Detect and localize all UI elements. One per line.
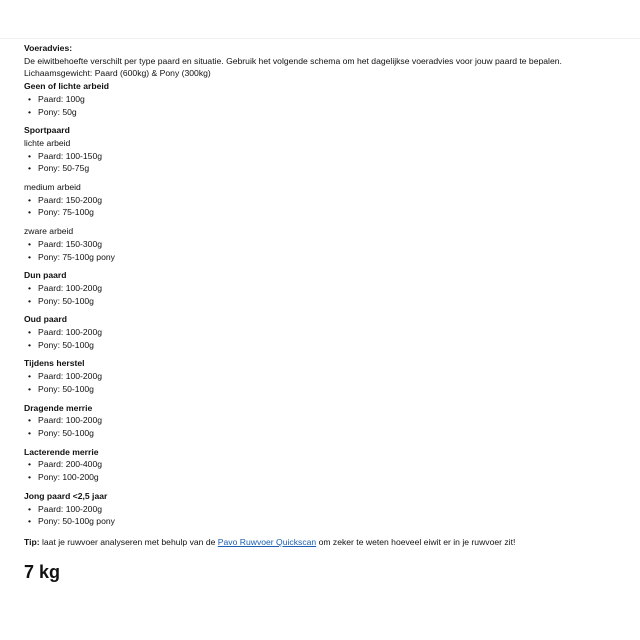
list-item: • Pony: 100-200g — [28, 472, 99, 483]
subsection-label: zware arbeid — [24, 226, 74, 237]
list-item: • Paard: 100-200g — [28, 282, 103, 293]
amount-list — [24, 238, 624, 263]
product-weight: 7 kg — [24, 561, 61, 582]
advice-heading: Voeradvies: — [24, 43, 73, 53]
bullet: • — [28, 427, 32, 438]
amount-list — [24, 370, 624, 395]
section-title: Jong paard <2,5 jaar — [24, 490, 108, 501]
section-title: Oud paard — [24, 314, 67, 325]
amount-list — [24, 414, 624, 439]
bullet: • — [28, 503, 32, 514]
list-item: • Pony: 75-100g pony — [28, 251, 115, 262]
amount-list — [24, 458, 624, 483]
bullet: • — [28, 295, 32, 306]
header-divider — [0, 38, 640, 39]
bullet: • — [28, 251, 32, 262]
list-item: • Paard: 100-200g — [28, 415, 103, 426]
bullet: • — [28, 106, 32, 117]
section-title: Tijdens herstel — [24, 358, 85, 369]
amount-list — [24, 93, 624, 118]
amount-list — [24, 326, 624, 351]
tip-text-before: laat je ruwvoer analyseren met behulp van de — [39, 536, 218, 547]
bullet: • — [28, 238, 32, 249]
tip-text-after: om zeker te weten hoeveel eiwit er in je ruwvoer zit! — [316, 536, 516, 547]
bullet: • — [28, 371, 32, 382]
bullet: • — [28, 207, 32, 218]
advice-intro: De eiwitbehoefte verschilt per type paard en situatie. Gebruik het volgende schema om het dagelijkse voeradvies voor jouw paard te bepalen. — [24, 55, 562, 66]
list-item: • Paard: 100-200g — [28, 327, 103, 338]
section-sportpaard — [24, 124, 624, 263]
tip-label: Tip: — [24, 536, 40, 547]
section-dragende-merrie — [24, 402, 624, 440]
section-title: Dun paard — [24, 270, 67, 281]
list-item: • Paard: 150-300g — [28, 238, 103, 249]
list-item: • Pony: 50-100g pony — [28, 516, 115, 527]
list-item: • Pony: 50g — [28, 106, 77, 117]
section-oud-paard — [24, 313, 624, 351]
list-item: • Pony: 50-100g — [28, 295, 94, 306]
amount-list — [24, 194, 624, 219]
list-item: • Pony: 50-100g — [28, 339, 94, 350]
subsection-zware-arbeid — [24, 225, 624, 263]
bullet: • — [28, 282, 32, 293]
section-title: Geen of lichte arbeid — [24, 81, 110, 92]
list-item: • Paard: 100-200g — [28, 503, 103, 514]
section-dun-paard — [24, 269, 624, 307]
section-tijdens-herstel — [24, 357, 624, 395]
quickscan-link[interactable]: Pavo Ruwvoer Quickscan — [217, 536, 317, 547]
bullet: • — [28, 163, 32, 174]
section-title: Sportpaard — [24, 125, 70, 136]
bullet: • — [28, 327, 32, 338]
bullet: • — [28, 194, 32, 205]
bullet: • — [28, 339, 32, 350]
list-item: • Pony: 75-100g — [28, 207, 94, 218]
bullet: • — [28, 383, 32, 394]
section-jong-paard — [24, 490, 624, 528]
subsection-medium-arbeid — [24, 181, 624, 219]
list-item: • Paard: 200-400g — [28, 459, 103, 470]
body-weight-note: Lichaamsgewicht: Paard (600kg) & Pony (300kg) — [24, 68, 211, 79]
subsection-lichte-arbeid — [24, 137, 624, 175]
list-item: • Pony: 50-100g — [28, 427, 94, 438]
bullet: • — [28, 516, 32, 527]
tip-paragraph — [24, 536, 624, 549]
list-item: • Paard: 100g — [28, 93, 85, 104]
bullet: • — [28, 93, 32, 104]
bullet: • — [28, 150, 32, 161]
feeding-advice — [24, 42, 624, 583]
amount-list — [24, 282, 624, 307]
section-geen-of-lichte-arbeid — [24, 80, 624, 118]
list-item: • Pony: 50-100g — [28, 383, 94, 394]
section-title: Lacterende merrie — [24, 446, 99, 457]
list-item: • Paard: 100-150g — [28, 150, 103, 161]
section-lacterende-merrie — [24, 446, 624, 484]
bullet: • — [28, 472, 32, 483]
bullet: • — [28, 415, 32, 426]
subsection-label: lichte arbeid — [24, 137, 71, 148]
amount-list — [24, 150, 624, 175]
bullet: • — [28, 459, 32, 470]
list-item: • Paard: 100-200g — [28, 371, 103, 382]
subsection-label: medium arbeid — [24, 182, 81, 193]
section-title: Dragende merrie — [24, 402, 93, 413]
list-item: • Paard: 150-200g — [28, 194, 103, 205]
list-item: • Pony: 50-75g — [28, 163, 90, 174]
amount-list — [24, 503, 624, 528]
